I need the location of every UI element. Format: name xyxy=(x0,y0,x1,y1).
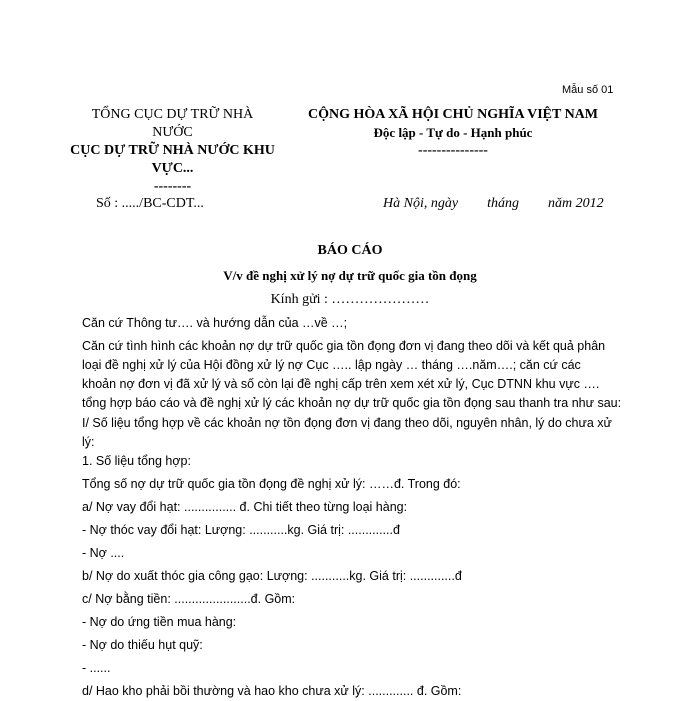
date-line xyxy=(383,196,604,212)
national-header xyxy=(268,106,638,160)
agency-name: CỤC DỰ TRỮ NHÀ NƯỚC KHU VỰC... xyxy=(70,143,275,176)
subsection-heading: 1. Số liệu tổng hợp: xyxy=(82,454,191,468)
document-number: Số : ...../BC-CDT... xyxy=(96,196,204,211)
intro-line: khoản nợ đơn vị đã xử lý và số còn lại đề nghị cấp trên xem xét xử lý, Cục DTNN khu vực …. xyxy=(82,377,600,391)
date-month: tháng xyxy=(487,196,519,211)
item-a: a/ Nợ vay đổi hạt: ............... đ. Chi tiết theo từng loại hàng: xyxy=(82,500,408,514)
form-number: Mẫu số 01 xyxy=(562,84,614,96)
basis-paragraph: Căn cứ Thông tư…. và hướng dẫn của …về …; xyxy=(82,316,348,330)
document-subtitle: V/v đề nghị xử lý nợ dự trữ quốc gia tồn đọng xyxy=(223,268,477,283)
item-d: d/ Hao kho phải bồi thường và hao kho chưa xử lý: ............. đ. Gồm: xyxy=(82,684,462,698)
document-title: BÁO CÁO xyxy=(317,243,383,258)
total-debt-line: Tổng số nợ dự trữ quốc gia tồn đọng đề nghị xử lý: ……đ. Trong đó: xyxy=(82,477,461,491)
section-heading-1 xyxy=(82,414,622,452)
item-c2: - Nợ do thiếu hụt quỹ: xyxy=(82,638,203,652)
date-year: năm 2012 xyxy=(547,196,604,211)
item-c: c/ Nợ bằng tiền: ......................đ. Gồm: xyxy=(82,592,296,606)
motto: Độc lập - Tự do - Hạnh phúc xyxy=(373,125,533,140)
section-heading-line: lý: xyxy=(82,435,95,449)
intro-line: Căn cứ tình hình các khoản nợ dự trữ quốc gia tồn đọng đơn vị đang theo dõi và kết quả phân xyxy=(82,339,606,353)
country-name: CỘNG HÒA XÃ HỘI CHỦ NGHĨA VIỆT NAM xyxy=(307,107,598,122)
item-a2: - Nợ .... xyxy=(82,546,125,560)
item-b: b/ Nợ do xuất thóc gia công gạo: Lượng: ...........kg. Giá trị: .............đ xyxy=(82,569,462,583)
item-c1: - Nợ do ứng tiền mua hàng: xyxy=(82,615,237,629)
date-place: Hà Nội, ngày xyxy=(383,196,459,211)
intro-line: loại đề nghị xử lý của Hội đồng xử lý nợ Cục ….. lập ngày … tháng ….năm….; căn cứ các xyxy=(82,358,581,372)
intro-line: tổng hợp báo cáo và đề nghị xử lý các khoản nợ dự trữ quốc gia tồn đọng sau thanh tra như sau: xyxy=(82,396,622,410)
section-heading-line: I/ Số liệu tổng hợp về các khoản nợ tồn đọng đơn vị đang theo dõi, nguyên nhân, lý do chưa xử xyxy=(82,416,612,430)
motto-separator: --------------- xyxy=(418,143,488,158)
item-c3: - ...... xyxy=(82,661,111,675)
item-a1: - Nợ thóc vay đổi hạt: Lượng: ...........kg. Giá trị: .............đ xyxy=(82,523,400,537)
agency-header xyxy=(70,106,275,196)
parent-agency-name: TỔNG CỤC DỰ TRỮ NHÀ NƯỚC xyxy=(91,107,254,140)
recipient-line: Kính gửi : ………………… xyxy=(270,292,430,307)
intro-paragraph xyxy=(82,337,622,413)
agency-separator: -------- xyxy=(153,179,192,194)
